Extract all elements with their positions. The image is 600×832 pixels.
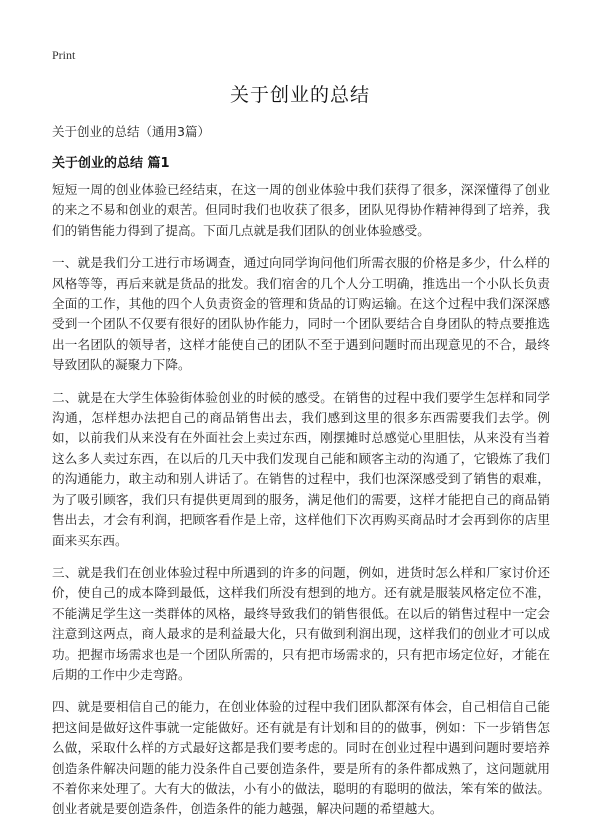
paragraph-point-1: 一、就是我们分工进行市场调查，通过向同学询问他们所需衣服的价格是多少，什么样的风格等等，再后来就是货品的批发。我们宿舍的几个人分工明确，推选出一个小队长负责全面的工作，其他的四个人负责资金的管理和货品的订购运输。在这个过程中我们深深感受到一个团队不仅要有很好的团队协作能力，同时一个团队要结合自身团队的特点要推选出一名团队的领导者，这样才能使自己的团队不至于遇到问题时而出现意见的不合，最终导致团队的凝聚力下降。 — [52, 255, 550, 373]
paragraph-point-2: 二、就是在大学生体验街体验创业的时候的感受。在销售的过程中我们要学生怎样和同学沟通，怎样想办法把自己的商品销售出去，我们感到这里的很多东西需要我们去学。例如，以前我们从来没有在外面社会上卖过东西，刚摆摊时总感觉心里胆怯，从来没有当着这么多人卖过东西，在以后的几天中我们发现自己能和顾客主动的沟通了，它锻炼了我们的沟通能力，敢主动和别人讲话了。在销售的过程中，我们也深深感受到了销售的艰难，为了吸引顾客，我们只有提供更周到的服务，满足他们的需要，这样才能把自己的商品销售出去，才会有利润，把顾客看作是上帝，这样他们下次再购买商品时才会再到你的店里面来买东西。 — [52, 389, 550, 548]
section-heading: 关于创业的总结 篇1 — [52, 156, 170, 171]
document-title: 关于创业的总结 — [229, 84, 370, 106]
document-body — [52, 180, 550, 832]
document-subtitle: 关于创业的总结（通用3篇） — [52, 124, 210, 139]
paragraph-point-4: 四、就是要相信自己的能力，在创业体验的过程中我们团队都深有体会，自己相信自己能把这间是做好这件事就一定能做好。还有就是有计划和目的的做事，例如：下一步销售怎么做，采取什么样的方式最好这都是我们要考虑的。同时在创业过程中遇到问题时要培养创造条件解决问题的能力没条件自己要创造条件，要是所有的条件都成熟了，这问题就用不着你来处理了。大有大的做法，小有小的做法，聪明的有聪明的做法，笨有笨的做法。创业者就是要创造条件，创造条件的能力越强，解决问题的希望越大。 — [52, 699, 550, 817]
print-link[interactable]: Print — [52, 48, 76, 62]
paragraph-intro: 短短一周的创业体验已经结束，在这一周的创业体验中我们获得了很多，深深懂得了创业的来之不易和创业的艰苦。但同时我们也收获了很多，团队见得协作精神得到了培养，我们的销售能力得到了提高。下面几点就是我们团队的创业体验感受。 — [52, 182, 550, 238]
paragraph-point-3: 三、就是我们在创业体验过程中所遇到的许多的问题，例如，进货时怎么样和厂家讨价还价，使自己的成本降到最低，这样我们所没有想到的地方。还有就是服装风格定位不准，不能满足学生这一类群体的风格，最终导致我们的销售很低。在以后的销售过程中一定会注意到这两点，商人最求的是利益最大化，只有做到利润出现，这样我们的创业才可以成功。把握市场需求也是一个团队所需的，只有把市场需求的，只有把市场定位好，才能在后期的工作中少走弯路。 — [52, 564, 550, 682]
